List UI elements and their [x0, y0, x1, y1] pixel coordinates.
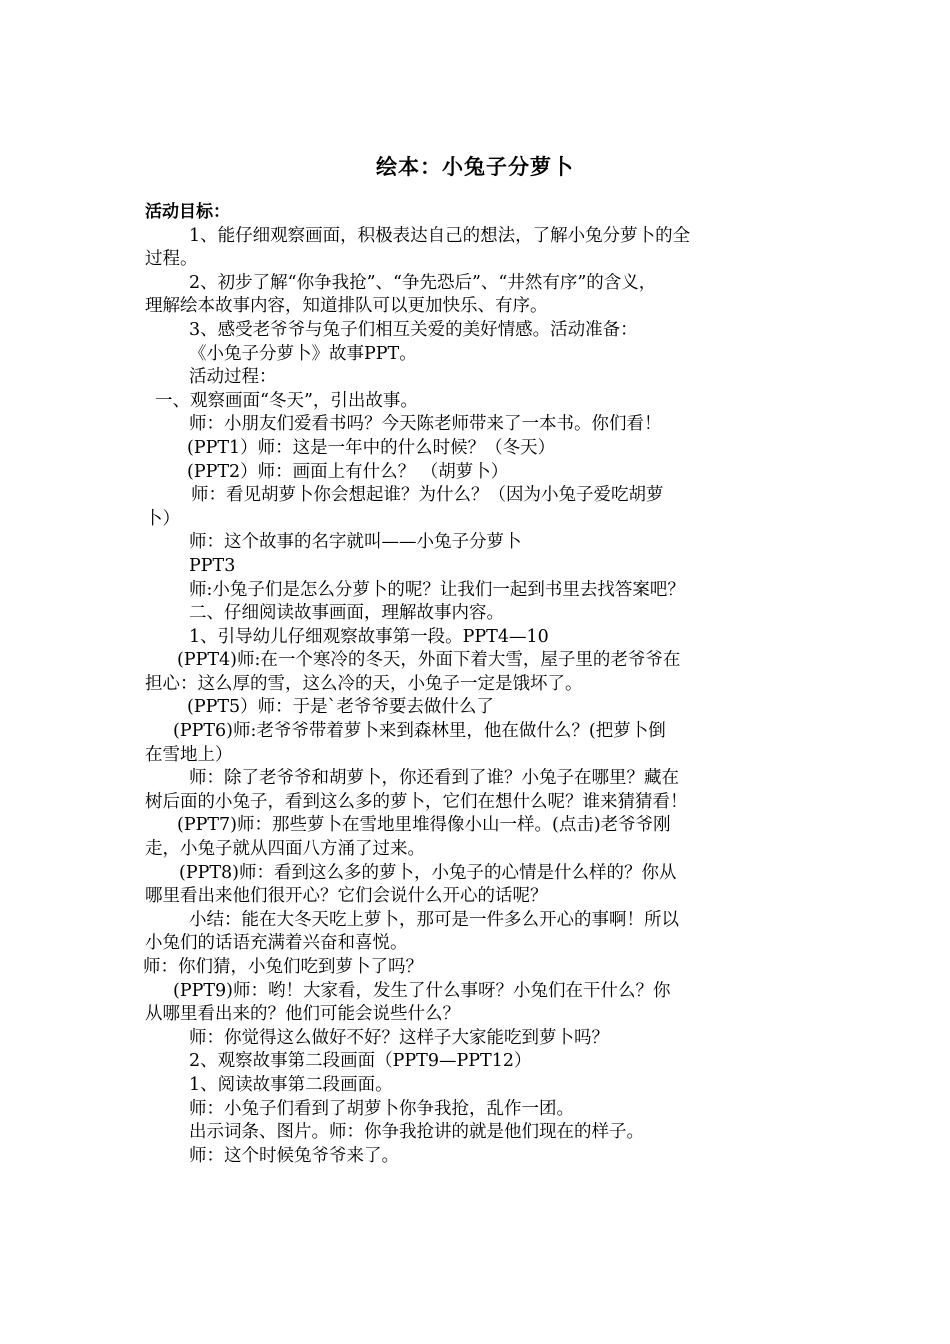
body-line: 过程。 — [145, 249, 198, 270]
body-line: 理解绘本故事内容，知道排队可以更加快乐、有序。 — [145, 296, 548, 317]
body-line: 在雪地上） — [145, 744, 233, 765]
body-line: 哪里看出来他们很开心？它们会说什么开心的话呢？ — [145, 886, 548, 907]
body-line: 师：你觉得这么做好不好？这样子大家能吃到萝卜吗？ — [189, 1027, 609, 1048]
body-line: 师：这个故事的名字就叫——小兔子分萝卜 — [189, 532, 522, 553]
body-line: (PPT9)师：哟！大家看，发生了什么事呀？小兔们在干什么？你 — [173, 980, 671, 1001]
body-line: 师：小兔子们看到了胡萝卜你争我抢，乱作一团。 — [189, 1098, 574, 1119]
body-line: 《小兔子分萝卜》故事PPT。 — [189, 343, 417, 364]
body-line: PPT3 — [189, 555, 236, 576]
body-line: 3、感受老爷爷与兔子们相互关爱的美好情感。活动准备： — [189, 319, 638, 340]
body-line: 师:小兔子们是怎么分萝卜的呢？让我们一起到书里去找答案吧？ — [189, 579, 685, 600]
body-line: 树后面的小兔子，看到这么多的萝卜，它们在想什么呢？谁来猜猜看！ — [145, 791, 688, 812]
body-line: (PPT5）师：于是`老爷爷要去做什么了 — [187, 697, 494, 718]
body-line: 师：你们猜，小兔们吃到萝卜了吗？ — [143, 957, 423, 977]
body-line: (PPT6)师:老爷爷带着萝卜来到森林里，他在做什么？(把萝卜倒 — [173, 721, 666, 742]
body-line: 师：小朋友们爱看书吗？今天陈老师带来了一本书。你们看！ — [189, 414, 662, 435]
section-heading-goals: 活动目标： — [145, 202, 230, 222]
body-line: 走，小兔子就从四面八方涌了过来。 — [145, 839, 425, 860]
body-line: 师：这个时候兔爷爷来了。 — [189, 1145, 399, 1166]
summary-line: 小结：能在大冬天吃上萝卜，那可是一件多么开心的事啊！所以 — [189, 909, 679, 930]
body-line: 从哪里看出来的？他们可能会说些什么？ — [145, 1004, 460, 1025]
body-line: (PPT7)师：那些萝卜在雪地里堆得像小山一样。(点击)老爷爷刚 — [177, 815, 671, 836]
body-line: 1、阅读故事第二段画面。 — [189, 1074, 393, 1095]
body-line: 1、引导幼儿仔细观察故事第一段。PPT4—10 — [189, 626, 549, 647]
summary-line: 小兔们的话语充满着兴奋和喜悦。 — [145, 933, 408, 954]
body-line: (PPT2）师：画面上有什么？ （胡萝卜） — [187, 461, 509, 482]
section-heading-observe: 一、观察画面“冬天”，引出故事。 — [155, 390, 418, 411]
body-line: 卜） — [145, 508, 180, 529]
body-line: 师：看见胡萝卜你会想起谁？为什么？（因为小兔子爱吃胡萝 — [191, 485, 664, 506]
body-line: 出示词条、图片。师：你争我抢讲的就是他们现在的样子。 — [189, 1122, 644, 1143]
body-line: (PPT8)师：看到这么多的萝卜，小兔子的心情是什么样的？你从 — [179, 862, 677, 883]
body-line: 2、观察故事第二段画面（PPT9—PPT12） — [189, 1051, 532, 1072]
body-line: 活动过程： — [189, 367, 277, 388]
body-line: (PPT4)师:在一个寒冷的冬天，外面下着大雪，屋子里的老爷爷在 — [177, 650, 681, 671]
document-title: 绘本：小兔子分萝卜 — [376, 155, 574, 179]
body-line: 师：除了老爷爷和胡萝卜，你还看到了谁？小兔子在哪里？藏在 — [189, 768, 679, 789]
body-line: 担心：这么厚的雪，这么冷的天，小兔子一定是饿坏了。 — [145, 673, 583, 694]
section-heading-read: 二、仔细阅读故事画面，理解故事内容。 — [189, 603, 504, 624]
body-line: (PPT1）师：这是一年中的什么时候？（冬天） — [187, 437, 556, 458]
body-line: 2、初步了解“你争我抢”、“争先恐后”、“井然有序”的含义， — [189, 272, 657, 293]
document-body — [145, 201, 825, 1168]
body-line: 1、能仔细观察画面，积极表达自己的想法，了解小兔分萝卜的全 — [189, 225, 691, 246]
